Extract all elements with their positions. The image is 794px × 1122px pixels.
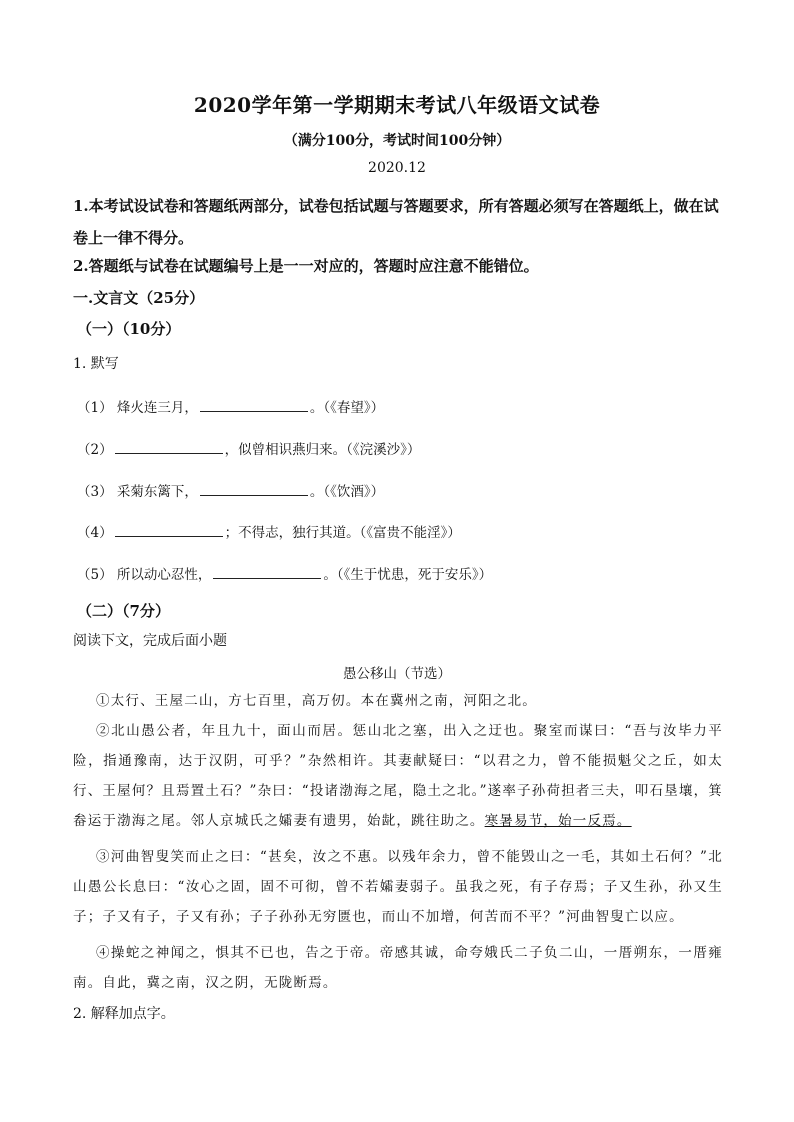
fill-item-text: （1） 烽火连三月，	[77, 400, 198, 416]
fill-item-text: 。（《春望》）	[309, 400, 385, 416]
fill-item-text: ；不得志，独行其道。（《富贵不能淫》）	[224, 525, 461, 541]
fill-item-2	[77, 438, 420, 458]
passage-paragraph-4: ④操蛇之神闻之，惧其不已也，告之于帝。帝感其诚，命夸娥氏二子负二山，一厝朔东，一厝雍南。自此，冀之南，汉之阴，无陇断焉。	[73, 945, 723, 991]
notice-1: 1.本考试设试卷和答题纸两部分，试卷包括试题与答题要求，所有答题必须写在答题纸上，做在试卷上一律不得分。	[73, 197, 719, 247]
section-heading: 一.文言文（25分）	[73, 289, 205, 307]
passage-paragraph-1: ①太行、王屋二山，方七百里，高万仞。本在冀州之南，河阳之北。	[96, 693, 537, 709]
notice-2: 2.答题纸与试卷在试题编号上是一一对应的，答题时应注意不能错位。	[73, 257, 539, 275]
fill-item-1	[77, 396, 384, 416]
fill-item-text: 。（《生于忧患，死于安乐》）	[323, 567, 493, 583]
fill-item-text: ，似曾相识燕归来。（《浣溪沙》）	[224, 442, 421, 458]
answer-blank[interactable]	[213, 564, 321, 579]
part2-heading: （二）（7分）	[77, 602, 170, 620]
fill-item-4	[77, 521, 461, 541]
answer-blank[interactable]	[200, 481, 308, 496]
fill-item-text: 。（《饮酒》）	[309, 484, 385, 500]
fill-item-text: （5） 所以动心忍性，	[77, 567, 212, 583]
reading-instruction: 阅读下文，完成后面小题	[73, 633, 227, 649]
fill-item-3	[77, 480, 384, 500]
fill-item-5	[77, 563, 492, 583]
paragraph-text: ②北山愚公者，年且九十，面山而居。惩山北之塞，出入之迂也。聚室而谋曰：“吾与汝毕力平险，指通豫南，达于汉阴，可乎？”杂然相许。其妻献疑曰：“以君之力，曾不能损魁父之丘，如太行、王屋何？且焉置土石？”杂曰：“投诸渤海之尾，隐土之北。”遂率子孙荷担者三夫，叩石垦壤，箕畚运于渤海之尾。邻人京城氏之孀妻有遗男，始龀，跳往助之。	[73, 723, 723, 829]
passage-paragraph-3: ③河曲智叟笑而止之曰：“甚矣，汝之不惠。以残年余力，曾不能毁山之一毛，其如土石何？”北山愚公长息曰：“汝心之固，固不可彻，曾不若孀妻弱子。虽我之死，有子存焉；子又生孙，孙又生子；子又有子，子又有孙；子子孙孙无穷匮也，而山不加增，何苦而不平？”河曲智叟亡以应。	[73, 849, 723, 925]
underlined-sentence: 寒暑易节，始一反焉。	[484, 813, 632, 829]
fill-item-text: （4）	[77, 525, 113, 541]
question-2: 2. 解释加点字。	[73, 1006, 175, 1022]
exam-date: 2020.12	[368, 160, 426, 176]
passage-paragraph-2	[73, 716, 723, 836]
answer-blank[interactable]	[115, 522, 223, 537]
part1-heading: （一）（10分）	[77, 320, 181, 338]
fill-item-text: （3） 采菊东篱下，	[77, 484, 198, 500]
answer-blank[interactable]	[115, 439, 223, 454]
fill-item-text: （2）	[77, 442, 113, 458]
exam-title: 2020学年第一学期期末考试八年级语文试卷	[193, 93, 601, 117]
question-1: 1. 默写	[73, 356, 119, 372]
passage-title: 愚公移山（节选）	[343, 666, 451, 682]
answer-blank[interactable]	[200, 397, 308, 412]
exam-subtitle: （满分100分，考试时间100分钟）	[283, 133, 511, 149]
